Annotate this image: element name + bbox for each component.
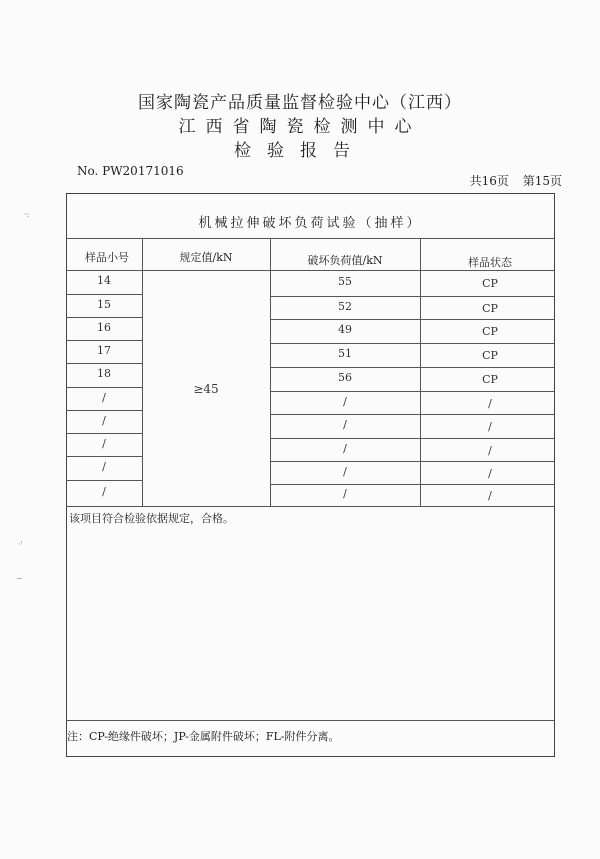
divider [270, 343, 555, 344]
divider [142, 238, 143, 506]
scan-mark: ~ [16, 574, 23, 583]
load-value-cell: 51 [338, 347, 352, 360]
sample-number-cell: / [102, 413, 106, 427]
divider [66, 720, 555, 721]
load-value-cell: / [343, 487, 347, 500]
status-cell: CP [482, 277, 498, 290]
scan-mark: ·: [24, 210, 30, 219]
load-value-cell: / [343, 394, 347, 408]
divider [66, 456, 142, 457]
divider [66, 387, 142, 388]
divider [66, 433, 142, 434]
sample-number-cell: 14 [97, 274, 111, 287]
divider [66, 317, 142, 318]
status-cell: / [488, 466, 492, 480]
load-value-cell: / [343, 441, 347, 455]
divider [66, 340, 142, 341]
report-title: 检验报告 [234, 141, 366, 161]
divider [66, 238, 555, 239]
status-cell: / [488, 443, 492, 457]
organization-name: 国家陶瓷产品质量监督检验中心（江西） [138, 93, 462, 113]
specified-value: ≥45 [193, 382, 219, 396]
divider [66, 294, 142, 295]
column-header-sample: 样品小号 [85, 251, 129, 264]
page-indicator [460, 172, 562, 189]
sample-number-cell: / [102, 390, 106, 404]
divider [270, 319, 555, 320]
divider [66, 270, 555, 271]
status-cell: CP [482, 325, 498, 338]
conclusion-text: 该项目符合检验依据规定，合格。 [69, 512, 234, 525]
sample-number-cell: / [102, 436, 106, 450]
sample-number-cell: 18 [97, 367, 111, 380]
total-pages: 共16页 [469, 174, 509, 188]
legend-note: 注：CP-绝缘件破坏；JP-金属附件破坏；FL-附件分离。 [67, 730, 340, 743]
status-cell: CP [482, 301, 498, 315]
divider [66, 480, 142, 481]
scan-mark: ·' [18, 540, 23, 549]
divider [270, 296, 555, 297]
divider [270, 484, 555, 485]
load-value-cell: 52 [338, 299, 352, 313]
divider [66, 363, 142, 364]
report-number: No. PW20171016 [77, 164, 184, 178]
column-header-specified: 规定值/kN [179, 251, 233, 264]
sample-number-cell: / [102, 460, 106, 473]
sample-number-cell: 15 [97, 297, 111, 311]
status-cell: / [488, 396, 492, 410]
divider [270, 438, 555, 439]
divider [270, 367, 555, 368]
status-cell: / [488, 489, 492, 502]
load-value-cell: / [343, 464, 347, 478]
load-value-cell: / [343, 418, 347, 431]
load-value-cell: 49 [338, 323, 352, 336]
divider [270, 391, 555, 392]
status-cell: CP [482, 349, 498, 362]
status-cell: / [488, 420, 492, 433]
table-caption: 机械拉伸破坏负荷试验（抽样） [198, 216, 423, 231]
sample-number-cell: 16 [97, 320, 111, 334]
status-cell: CP [482, 373, 498, 386]
divider [66, 506, 555, 507]
load-value-cell: 56 [338, 371, 352, 384]
organization-subname: 江西省陶瓷检测中心 [178, 117, 422, 137]
current-page: 第15页 [522, 174, 562, 188]
divider [66, 410, 142, 411]
sample-number-cell: 17 [97, 343, 111, 357]
sample-number-cell: / [102, 485, 106, 498]
divider [270, 461, 555, 462]
column-header-load: 破坏负荷值/kN [307, 254, 383, 267]
column-header-status: 样品状态 [468, 256, 512, 269]
load-value-cell: 55 [338, 275, 352, 288]
divider [270, 414, 555, 415]
